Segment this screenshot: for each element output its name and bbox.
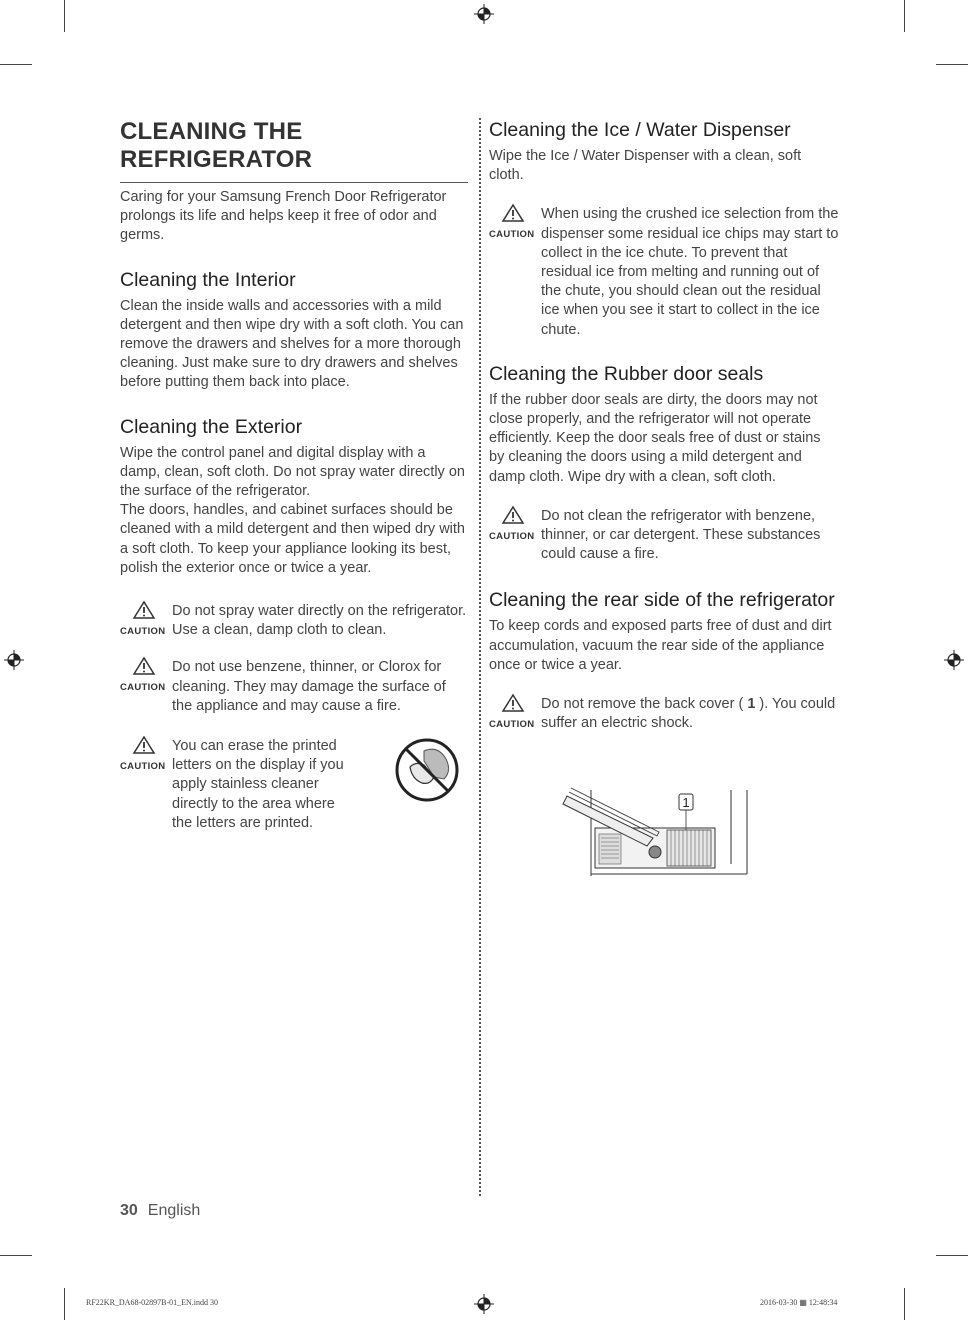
right-column (489, 118, 839, 810)
left-column (120, 118, 468, 833)
caution-icon (489, 507, 539, 547)
caution-icon (120, 658, 170, 698)
crop-mark (64, 1288, 65, 1320)
caution-text: Do not clean the refrigerator with benzene, thinner, or car detergent. These substances could cause a fire. (541, 507, 821, 563)
column-divider (479, 118, 481, 1196)
caution-label: CAUTION (120, 761, 166, 773)
crop-mark (0, 64, 32, 65)
caution-text-after: ). You could suffer an electric shock. (541, 696, 836, 732)
caution-note (489, 695, 839, 733)
exterior-text-2: The doors, handles, and cabinet surfaces should be cleaned with a mild detergent and then wiped dry with a soft cloth. To keep your appliance looking its best, polish the exterior once or twice a year. (120, 502, 465, 576)
caution-note (489, 205, 839, 339)
rear-vacuum-illustration (561, 786, 761, 876)
registration-mark-icon (944, 650, 964, 670)
registration-mark-icon (474, 1294, 494, 1314)
registration-mark-icon (474, 4, 494, 24)
crop-mark (904, 1288, 905, 1320)
rear-text: To keep cords and exposed parts free of dust and dirt accumulation, vacuum the rear side of the appliance once or twice a year. (489, 618, 832, 673)
caution-text: Do not use benzene, thinner, or Clorox for cleaning. They may damage the surface of the appliance and may cause a fire. (172, 659, 446, 714)
interior-text: Clean the inside walls and accessories with a mild detergent and then wipe dry with a soft cloth. You can remove the drawers and shelves for a more thorough cleaning. Just make sure to dry drawers and shelves before putting them back into place. (120, 297, 464, 391)
rubber-text: If the rubber door seals are dirty, the doors may not close properly, and the refrigerator will not operate efficiently. Keep the door seals free of dust or stains by cleaning the doors using a mild detergent and damp cloth. Wipe dry with a clean, soft cloth. (489, 391, 821, 485)
page-title: CLEANING THE REFRIGERATOR (120, 118, 313, 173)
crop-mark (936, 1255, 968, 1256)
print-date: 2016-03-30 ▦ 12:48:34 (760, 1298, 838, 1307)
footer-language: English (147, 1202, 201, 1219)
crop-mark (904, 0, 905, 32)
title-rule (120, 182, 468, 183)
caution-icon (120, 737, 170, 777)
intro-text: Caring for your Samsung French Door Refrigerator prolongs its life and helps keep it free of odor and germs. (120, 189, 447, 244)
caution-icon (489, 695, 539, 735)
caution-note (489, 507, 839, 565)
caution-callout-number: 1 (747, 696, 756, 713)
file-slug: RF22KR_DA68-02897B-01_EN.indd 30 (86, 1298, 219, 1307)
caution-icon (489, 205, 539, 245)
caution-label: CAUTION (120, 682, 166, 694)
dispenser-text: Wipe the Ice / Water Dispenser with a clean, soft cloth. (489, 148, 802, 184)
interior-heading: Cleaning the Interior (120, 268, 296, 291)
caution-note (120, 737, 468, 833)
page-number: 30 (120, 1202, 138, 1219)
crop-mark (0, 1255, 32, 1256)
callout-label: 1 (682, 795, 690, 810)
rear-heading: Cleaning the rear side of the refrigerator (489, 589, 835, 612)
exterior-heading: Cleaning the Exterior (120, 415, 303, 438)
crop-mark (936, 64, 968, 65)
caution-note (120, 658, 468, 716)
caution-label: CAUTION (120, 626, 166, 638)
caution-label: CAUTION (489, 530, 535, 542)
rubber-heading: Cleaning the Rubber door seals (489, 362, 764, 385)
caution-text-before: Do not remove the back cover ( (541, 696, 748, 713)
page-footer (120, 1202, 200, 1220)
crop-mark (64, 0, 65, 32)
dispenser-heading: Cleaning the Ice / Water Dispenser (489, 119, 791, 141)
caution-text: Do not spray water directly on the refrigerator. Use a clean, damp cloth to clean. (172, 603, 467, 639)
caution-text: When using the crushed ice selection from the dispenser some residual ice chips may start to collect in the ice chute. To prevent that residual ice from melting and running out of the chute, you should clean out the residual ice when you see it start to collect in the ice chute. (541, 206, 839, 338)
registration-mark-icon (4, 650, 24, 670)
caution-text: You can erase the printed letters on the display if you apply stainless cleaner directly to the area where the letters are printed. (172, 738, 344, 831)
caution-label: CAUTION (489, 719, 535, 731)
exterior-text-1: Wipe the control panel and digital display with a damp, clean, soft cloth. Do not spray water directly on the surface of the refrigerator. (120, 444, 465, 500)
no-spray-icon (394, 737, 460, 803)
caution-icon (120, 602, 170, 642)
caution-note (120, 602, 468, 640)
caution-label: CAUTION (489, 229, 535, 241)
